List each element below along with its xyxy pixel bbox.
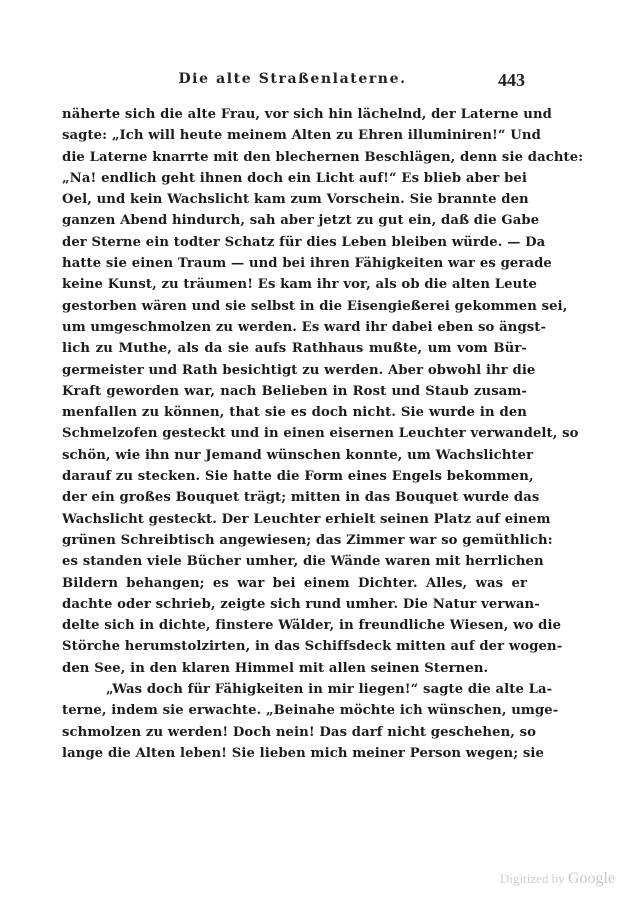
text-line: gestorben wären und sie selbst in die Eisengießerei gekommen sei,: [62, 298, 568, 314]
body-text: [62, 104, 584, 764]
text-line: Kraft geworden war, nach Belieben in Rost und Staub zusam-: [62, 383, 527, 399]
text-line: Schmelzofen gesteckt und in einen eisernen Leuchter verwandelt, so: [62, 426, 579, 442]
text-line: hatte sie einen Traum — und bei ihren Fähigkeiten war es gerade: [62, 256, 552, 272]
text-line: grünen Schreibtisch angewiesen; das Zimmer war so gemüthlich:: [62, 532, 553, 548]
text-line: terne, indem sie erwachte. „Beinahe möchte ich wünschen, umge-: [62, 703, 559, 719]
text-line: der ein großes Bouquet trägt; mitten in das Bouquet wurde das: [62, 490, 540, 506]
text-line: delte sich in dichte, finstere Wälder, in freundliche Wiesen, wo die: [62, 618, 562, 634]
paragraph-start-line: „Was doch für Fähigkeiten in mir liegen!“ sagte die alte La-: [106, 682, 553, 698]
paragraph-end-line: den See, in den klaren Himmel mit allen seinen Sternen.: [62, 660, 489, 676]
text-line: menfallen zu können, that sie es doch nicht. Sie wurde in den: [62, 405, 527, 421]
text-line: dachte oder schrieb, zeigte sich rund umher. Die Natur verwan-: [62, 596, 540, 612]
text-line: die Laterne knarrte mit den blechernen Beschlägen, denn sie dachte:: [62, 149, 584, 165]
text-line: schmolzen zu werden! Doch nein! Das darf nicht geschehen, so: [62, 724, 537, 740]
text-line: „Na! endlich geht ihnen doch ein Licht auf!“ Es blieb aber bei: [62, 170, 527, 186]
digitized-watermark: [500, 870, 615, 888]
page-number: 443: [498, 70, 525, 90]
text-line: Störche herumstolzirten, in das Schiffsdeck mitten auf der wogen-: [62, 639, 563, 655]
text-line: Bildern behangen; es war bei einem Dichter. Alles, was er: [62, 575, 527, 591]
text-line: keine Kunst, zu träumen! Es kam ihr vor, als ob die alten Leute: [62, 277, 538, 293]
watermark-brand: Google: [567, 870, 615, 887]
watermark-prefix: Digitized by: [500, 871, 568, 886]
text-line: lich zu Muthe, als da sie aufs Rathhaus mußte, um vom Bür-: [62, 341, 527, 357]
text-line: um umgeschmolzen zu werden. Es ward ihr dabei eben so ängst-: [62, 319, 547, 335]
text-line: es standen viele Bücher umher, die Wände waren mit herrlichen: [62, 554, 544, 570]
running-title: Die alte Straßenlaterne.: [178, 71, 407, 87]
running-head: [60, 70, 525, 92]
text-line: schön, wie ihn nur Jemand wünschen konnte, um Wachslichter: [62, 447, 534, 463]
text-line: darauf zu stecken. Sie hatte die Form eines Engels bekommen,: [62, 469, 534, 485]
text-line: lange die Alten leben! Sie lieben mich meiner Person wegen; sie: [62, 745, 545, 761]
text-line: ganzen Abend hindurch, sah aber jetzt zu gut ein, daß die Gabe: [62, 213, 540, 229]
text-line: sagte: „Ich will heute meinem Alten zu Ehren illuminiren!“ Und: [62, 128, 541, 144]
text-line: Oel, und kein Wachslicht kam zum Vorschein. Sie brannte den: [62, 192, 529, 208]
text-line: näherte sich die alte Frau, vor sich hin lächelnd, der Laterne und: [62, 107, 552, 122]
text-line: germeister und Rath besichtigt zu werden. Aber obwohl ihr die: [62, 362, 536, 378]
text-line: Wachslicht gesteckt. Der Leuchter erhielt seinen Platz auf einem: [62, 511, 551, 527]
text-line: der Sterne ein todter Schatz für dies Leben bleiben würde. — Da: [62, 234, 546, 250]
